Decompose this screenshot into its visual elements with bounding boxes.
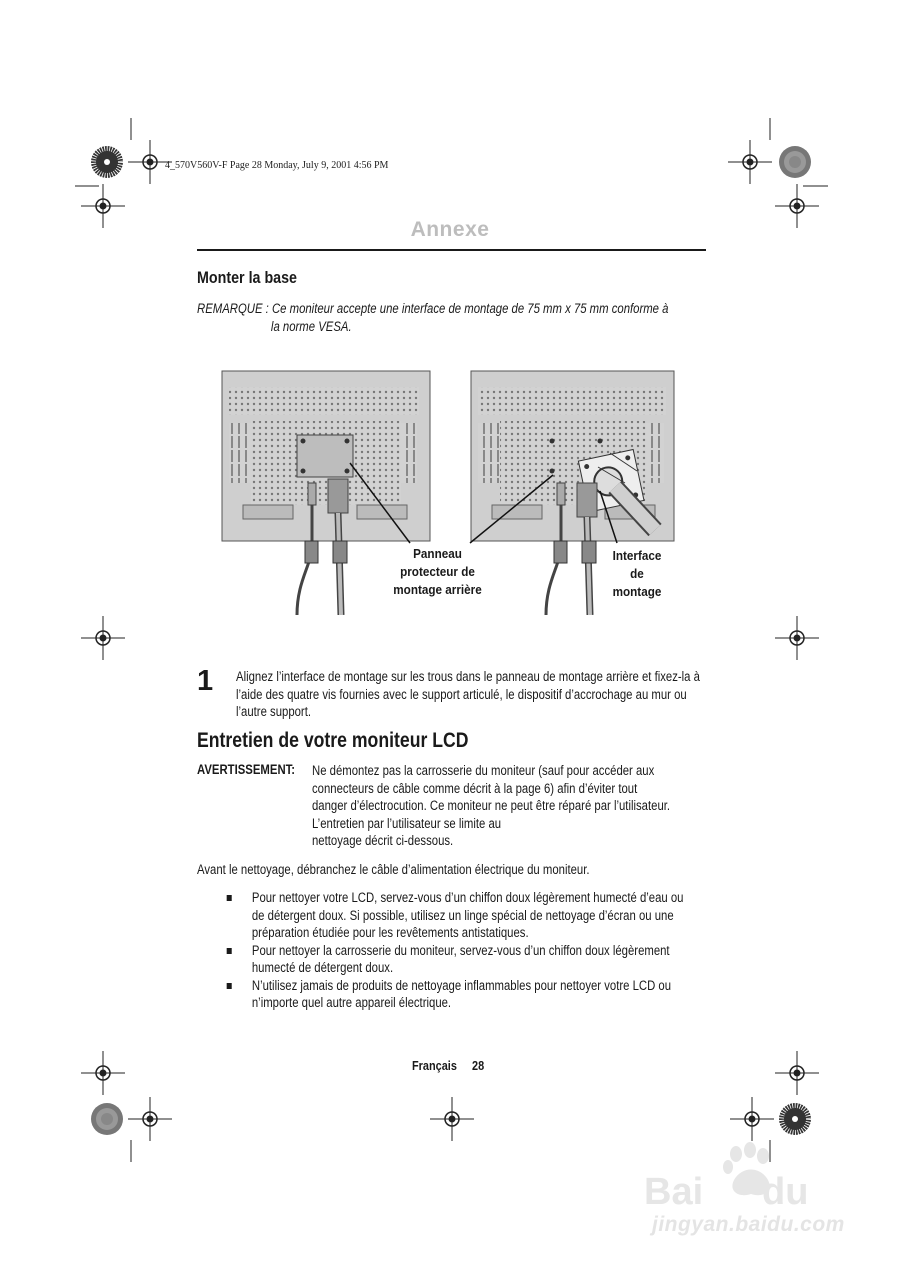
cleaning-intro: Avant le nettoyage, débranchez le câble d’alimentation électrique du moniteur. [197,862,590,877]
warning-line: L’entretien par l’utilisateur se limite au [312,815,502,831]
step-number: 1 [197,665,214,697]
page-header-title: Annexe [410,218,490,241]
label-line: protecteur de [400,564,475,579]
cleaning-bullet-list [225,889,695,1012]
note-remarque [197,300,701,336]
list-item [225,977,695,1012]
print-slug: 4_570V560V-F Page 28 Monday, July 9, 2001 4:56 PM [165,160,389,171]
watermark-text: jingyan.baidu.com [652,1213,845,1236]
list-item-text: Pour nettoyer votre LCD, servez-vous d’un chiffon doux légèrement humecté d’eau ou de détergent doux. Si possible, utilisez un linge spécial de nettoyage d’écran ou une préparation étudiée pour les revêtements antistatiques. [251,890,684,940]
section-title-monter-la-base: Monter la base [197,268,297,287]
warning-line: danger d’électrocution. Ce moniteur ne peut être réparé par l’utilisateur. [312,798,671,813]
label-line: montage [612,584,662,599]
figure-label-interface [599,547,675,601]
header-rule [197,249,706,251]
warning-line: connecteurs de câble comme décrit à la page 6) afin d’éviter tout [312,780,638,796]
step-1-text: Alignez l’interface de montage sur les trous dans le panneau de montage arrière et fixez-la à l’aide des quatre vis fournies avec le support articulé, le dispositif d’accrochage au mur ou l’autre support. [236,669,700,719]
warning-text [312,762,707,850]
section-title-entretien: Entretien de votre moniteur LCD [197,729,469,752]
list-item-text: Pour nettoyer la carrosserie du moniteur, servez-vous d’un chiffon doux légèrement humecté de détergent doux. [251,942,670,975]
footer-language: Français [412,1058,457,1073]
note-line-1: REMARQUE : Ce moniteur accepte une interface de montage de 75 mm x 75 mm conforme à [197,301,669,316]
list-item [225,889,695,942]
note-line-2: la norme VESA. [270,319,352,334]
warning-label: AVERTISSEMENT: [197,762,296,777]
label-line: montage arrière [393,582,482,597]
bullet-square-icon [227,983,232,989]
figure-label-panneau [377,545,499,599]
label-line: Interface [612,548,662,563]
bullet-square-icon [227,895,232,901]
label-line: Panneau [413,546,462,561]
list-item-text: N’utilisez jamais de produits de nettoyage inflammables pour nettoyer votre LCD ou n’importe quel autre appareil électrique. [251,977,672,1010]
page-footer [412,1058,499,1073]
list-item [225,942,695,977]
label-line: de [630,566,644,581]
svg-text:du: du [762,1171,809,1213]
warning-line: Ne démontez pas la carrosserie du moniteur (sauf pour accéder aux [312,763,655,778]
svg-text:Bai: Bai [644,1171,704,1213]
bullet-square-icon [227,948,232,954]
baidu-watermark-logo [644,1140,854,1215]
warning-line: nettoyage décrit ci-dessous. [312,833,454,848]
page-number: 28 [472,1058,485,1073]
